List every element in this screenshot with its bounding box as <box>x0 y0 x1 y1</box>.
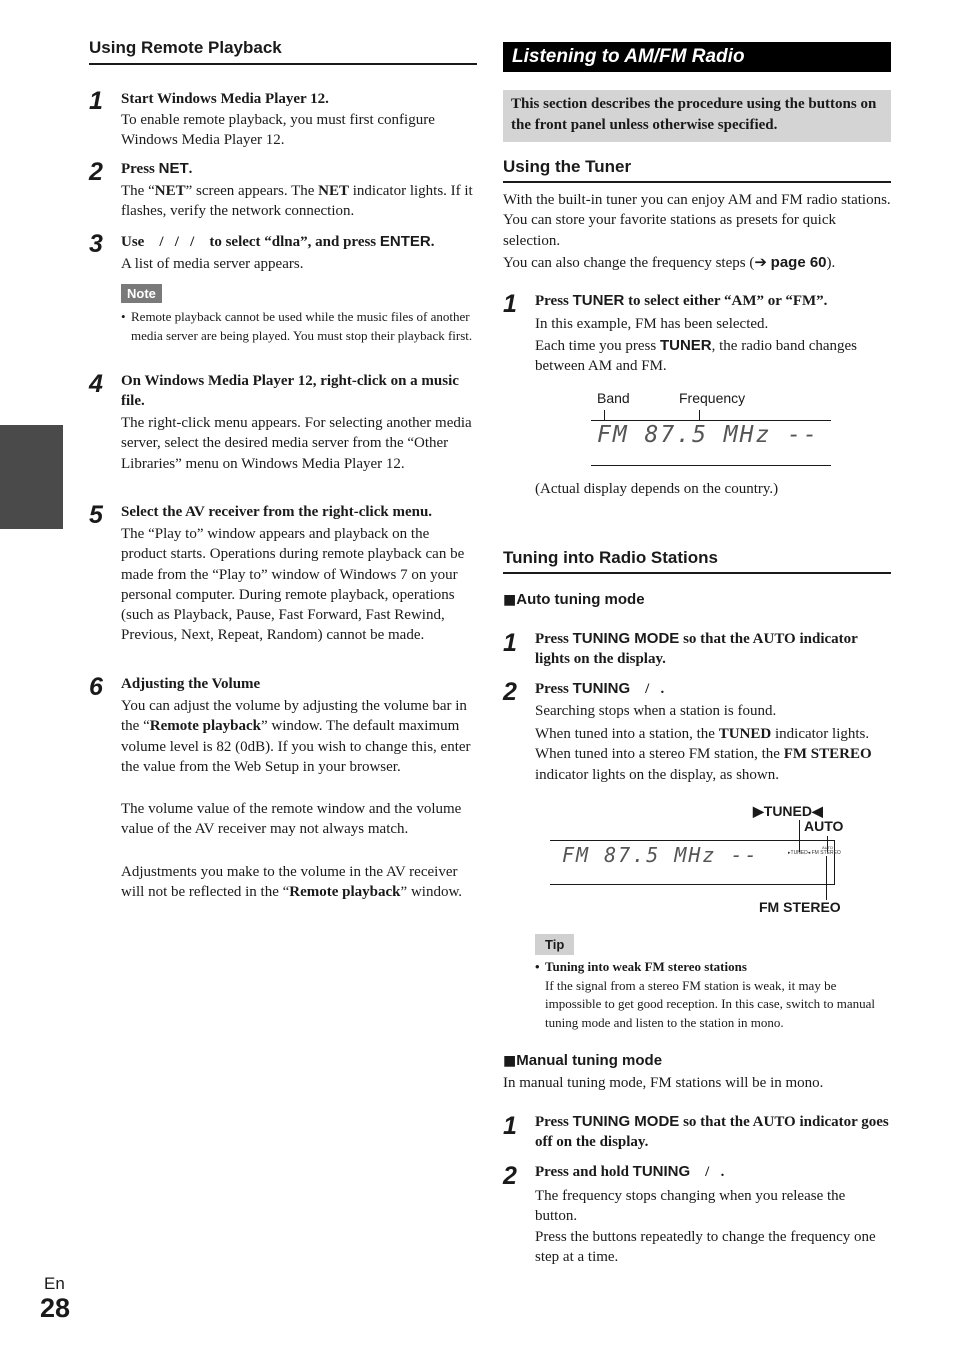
step-number: 4 <box>89 370 103 398</box>
step-number: 2 <box>503 678 517 706</box>
subsection-auto: ■Auto tuning mode <box>503 591 645 608</box>
paragraph: You can also change the frequency steps (➔ page 60). <box>503 254 836 271</box>
section-title-tuning: Tuning into Radio Stations <box>503 548 718 567</box>
step-heading: Start Windows Media Player 12. <box>121 91 329 107</box>
step-body: When tuned into a station, the TUNED indicator lights. When tuned into a stereo FM station, the FM STEREO indicator lights on the display, as shown. <box>535 726 872 783</box>
step-body: To enable remote playback, you must first configure Windows Media Player 12. <box>121 112 435 149</box>
step-number: 3 <box>89 230 103 258</box>
display-mini-indicators: ▸TUNED◂ FM STEREO <box>788 850 841 856</box>
step-heading: Press TUNING MODE so that the AUTO indicator lights on the display. <box>535 630 858 667</box>
step-heading: Press TUNER to select either “AM” or “FM”. <box>535 292 828 309</box>
step-number: 5 <box>89 501 103 529</box>
step-body: A list of media server appears. <box>121 256 304 272</box>
note-label: Note <box>121 284 162 303</box>
indicator-label-fm-stereo: FM STEREO <box>759 899 841 915</box>
step-heading: Press TUNING / . <box>535 680 665 697</box>
tip-label: Tip <box>535 934 574 955</box>
intro-box: This section describes the procedure using the buttons on the front panel unless otherwise specified. <box>503 90 891 142</box>
section-side-tab <box>0 425 63 529</box>
step-heading: Use / / / to select “dlna”, and press ENTER. <box>121 233 435 250</box>
step-body: The “Play to” window appears and playback on the product starts. Operations during remote playback can be made from the “Play to” window of Windows 7 on your personal computer. During remote playback, operations (such as Playback, Pause, Fast Forward, Fast Rewind, Previous, Next, Repeat, Random) cannot be made. <box>121 526 465 644</box>
section-title-remote-playback: Using Remote Playback <box>89 38 282 57</box>
step-body: The frequency stops changing when you release the button. <box>535 1188 846 1225</box>
step-body: Press the buttons repeatedly to change the frequency one step at a time. <box>535 1229 876 1266</box>
step-heading: Press TUNING MODE so that the AUTO indicator goes off on the display. <box>535 1113 889 1150</box>
step-heading: Press NET. <box>121 160 193 177</box>
step-heading: Press and hold TUNING / . <box>535 1163 725 1180</box>
lcd-display: FM 87.5 MHz -- <box>597 422 819 448</box>
step-heading: Adjusting the Volume <box>121 676 261 692</box>
display-label-frequency: Frequency <box>679 390 746 406</box>
page-number: 28 <box>40 1293 71 1323</box>
note-item: • Remote playback cannot be used while the music files of another media server are being played. You must stop their playback first. <box>121 309 473 343</box>
step-number: 1 <box>89 87 103 115</box>
tip-item: • Tuning into weak FM stereo stations If the signal from a stereo FM station is weak, it may be impossible to get good reception. In this case, switch to manual tuning mode and listen to the station in mono. <box>535 959 875 1030</box>
language-label: En <box>44 1274 65 1293</box>
lcd-display: FM 87.5 MHz -- <box>562 843 759 867</box>
indicator-label-auto: AUTO <box>804 818 844 834</box>
step-number: 2 <box>503 1162 517 1190</box>
display-top-line <box>591 420 831 421</box>
display-label-band: Band <box>597 390 630 406</box>
display-caption: (Actual display depends on the country.) <box>535 481 779 497</box>
step-number: 2 <box>89 158 103 186</box>
paragraph: With the built-in tuner you can enjoy AM and FM radio stations. You can store your favorite stations as presets for quick selection. <box>503 192 891 249</box>
step-number: 6 <box>89 673 103 701</box>
step-body: Searching stops when a station is found. <box>535 703 777 719</box>
step-number: 1 <box>503 629 517 657</box>
chapter-banner: Listening to AM/FM Radio <box>503 42 891 72</box>
section-rule <box>503 572 891 574</box>
section-title-using-tuner: Using the Tuner <box>503 157 632 176</box>
step-heading: Select the AV receiver from the right-click menu. <box>121 504 433 520</box>
step-body: You can adjust the volume by adjusting the volume bar in the “Remote playback” window. The default maximum volume level is 82 (0dB). If you wish to change this, enter the value from the Web Setup in your browser. <box>121 698 471 775</box>
leader-line <box>604 410 605 420</box>
subsection-manual: ■Manual tuning mode <box>503 1052 663 1069</box>
step-body: The right-click menu appears. For selecting another media server, select the desired media server from the “Other Libraries” menu on Windows Media Player 12. <box>121 415 472 472</box>
display-mini-auto: AUTO <box>822 845 834 850</box>
page-link: page 60 <box>770 254 827 271</box>
section-rule <box>503 181 891 183</box>
step-body: The volume value of the remote window and the volume value of the AV receiver may not always match. <box>121 801 462 838</box>
leader-line <box>699 410 700 420</box>
step-body: Adjustments you make to the volume in the AV receiver will not be reflected in the “Remote playback” window. <box>121 864 463 901</box>
paragraph: In manual tuning mode, FM stations will be in mono. <box>503 1075 824 1091</box>
step-body: Each time you press TUNER, the radio band changes between AM and FM. <box>535 337 858 375</box>
section-rule <box>89 63 477 65</box>
display-bottom-line <box>591 465 831 466</box>
step-number: 1 <box>503 290 517 318</box>
step-body: In this example, FM has been selected. <box>535 316 769 332</box>
step-number: 1 <box>503 1112 517 1140</box>
step-heading: On Windows Media Player 12, right-click on a music file. <box>121 373 459 409</box>
leader-line <box>826 856 827 900</box>
indicator-label-tuned: ▶TUNED◀ <box>753 803 823 819</box>
step-body: The “NET” screen appears. The NET indicator lights. If it flashes, verify the network connection. <box>121 183 473 220</box>
